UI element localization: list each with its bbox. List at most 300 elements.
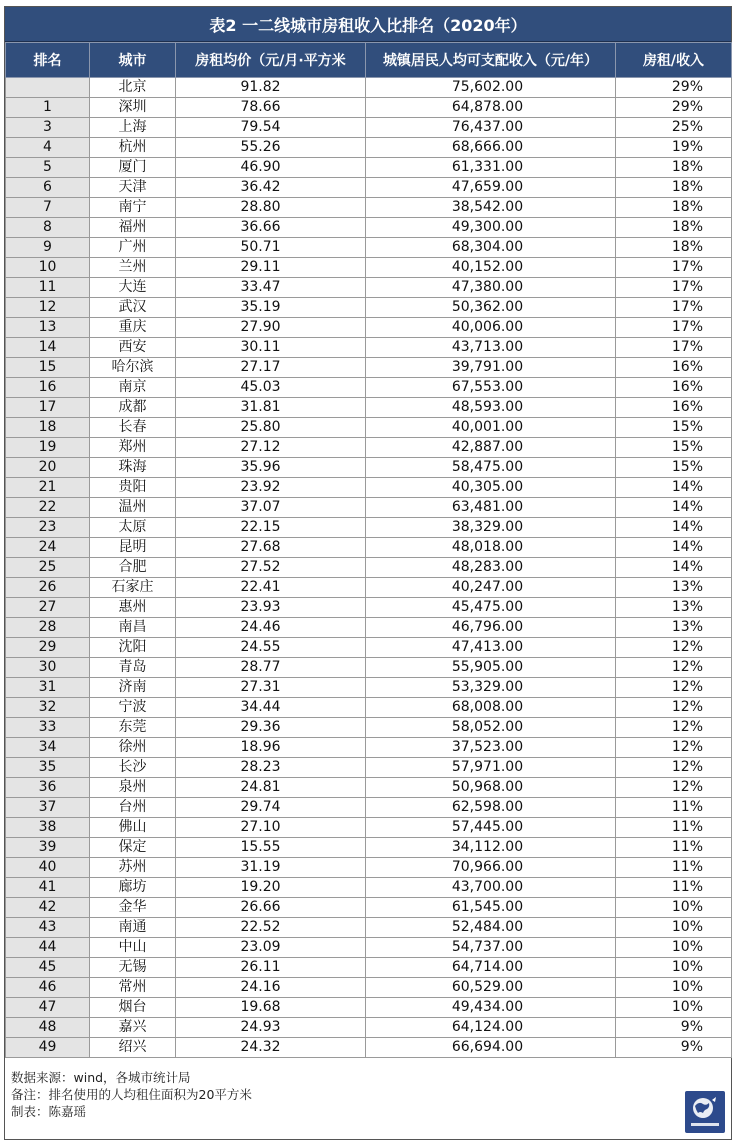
table-row	[6, 758, 732, 778]
income-cell: 50,362.00	[366, 298, 616, 318]
city-cell: 南京	[90, 378, 176, 398]
rank-cell: 36	[6, 778, 90, 798]
income-cell: 66,694.00	[366, 1038, 616, 1058]
city-cell: 沈阳	[90, 638, 176, 658]
ratio-cell: 12%	[616, 658, 732, 678]
ratio-cell: 12%	[616, 718, 732, 738]
city-cell: 泉州	[90, 778, 176, 798]
table-row	[6, 178, 732, 198]
income-cell: 39,791.00	[366, 358, 616, 378]
city-cell: 烟台	[90, 998, 176, 1018]
city-cell: 合肥	[90, 558, 176, 578]
table-row	[6, 558, 732, 578]
rent-cell: 36.42	[176, 178, 366, 198]
ratio-cell: 10%	[616, 898, 732, 918]
rank-cell: 25	[6, 558, 90, 578]
rent-cell: 45.03	[176, 378, 366, 398]
rent-cell: 31.81	[176, 398, 366, 418]
ratio-cell: 14%	[616, 558, 732, 578]
rent-cell: 23.09	[176, 938, 366, 958]
table-row	[6, 678, 732, 698]
city-cell: 广州	[90, 238, 176, 258]
table-row	[6, 258, 732, 278]
income-cell: 61,331.00	[366, 158, 616, 178]
rank-cell: 38	[6, 818, 90, 838]
rent-cell: 29.11	[176, 258, 366, 278]
table-row	[6, 298, 732, 318]
income-cell: 55,905.00	[366, 658, 616, 678]
rank-cell: 31	[6, 678, 90, 698]
income-cell: 48,018.00	[366, 538, 616, 558]
ratio-cell: 15%	[616, 438, 732, 458]
rent-cell: 27.17	[176, 358, 366, 378]
rank-cell: 9	[6, 238, 90, 258]
rank-cell: 35	[6, 758, 90, 778]
table-row	[6, 778, 732, 798]
table-row	[6, 638, 732, 658]
rent-cell: 22.41	[176, 578, 366, 598]
rent-cell: 24.93	[176, 1018, 366, 1038]
ranking-table	[5, 42, 732, 1058]
income-cell: 38,542.00	[366, 198, 616, 218]
table-row	[6, 338, 732, 358]
table-row	[6, 698, 732, 718]
rank-cell: 23	[6, 518, 90, 538]
city-cell: 台州	[90, 798, 176, 818]
table-row	[6, 358, 732, 378]
rent-cell: 27.52	[176, 558, 366, 578]
rank-cell: 8	[6, 218, 90, 238]
rank-cell: 27	[6, 598, 90, 618]
table-row	[6, 238, 732, 258]
income-cell: 67,553.00	[366, 378, 616, 398]
rank-cell: 47	[6, 998, 90, 1018]
ratio-cell: 15%	[616, 418, 732, 438]
rank-cell: 16	[6, 378, 90, 398]
city-cell: 东莞	[90, 718, 176, 738]
city-cell: 天津	[90, 178, 176, 198]
rent-cell: 33.47	[176, 278, 366, 298]
rent-cell: 24.46	[176, 618, 366, 638]
income-cell: 64,714.00	[366, 958, 616, 978]
income-cell: 70,966.00	[366, 858, 616, 878]
city-cell: 大连	[90, 278, 176, 298]
income-cell: 64,124.00	[366, 1018, 616, 1038]
table-row	[6, 498, 732, 518]
rank-cell: 40	[6, 858, 90, 878]
rent-cell: 28.77	[176, 658, 366, 678]
rank-cell: 6	[6, 178, 90, 198]
table-row	[6, 218, 732, 238]
income-cell: 49,434.00	[366, 998, 616, 1018]
city-cell: 金华	[90, 898, 176, 918]
rank-cell: 29	[6, 638, 90, 658]
income-cell: 63,481.00	[366, 498, 616, 518]
income-cell: 47,659.00	[366, 178, 616, 198]
rank-cell: 1	[6, 98, 90, 118]
city-cell: 上海	[90, 118, 176, 138]
table-row	[6, 398, 732, 418]
rank-cell: 20	[6, 458, 90, 478]
city-cell: 嘉兴	[90, 1018, 176, 1038]
header-rent: 房租均价（元/月·平方米	[176, 43, 366, 78]
ratio-cell: 12%	[616, 778, 732, 798]
rent-cell: 31.19	[176, 858, 366, 878]
rank-cell: 30	[6, 658, 90, 678]
city-cell: 南宁	[90, 198, 176, 218]
rent-cell: 19.20	[176, 878, 366, 898]
rent-cell: 23.93	[176, 598, 366, 618]
rank-cell: 46	[6, 978, 90, 998]
ratio-cell: 18%	[616, 178, 732, 198]
ratio-cell: 12%	[616, 678, 732, 698]
ratio-cell: 29%	[616, 98, 732, 118]
table-row	[6, 118, 732, 138]
ratio-cell: 29%	[616, 78, 732, 98]
table-row	[6, 138, 732, 158]
ratio-cell: 19%	[616, 138, 732, 158]
rent-cell: 26.11	[176, 958, 366, 978]
rank-cell: 42	[6, 898, 90, 918]
rent-cell: 30.11	[176, 338, 366, 358]
rent-cell: 23.92	[176, 478, 366, 498]
ratio-cell: 14%	[616, 478, 732, 498]
table-row	[6, 878, 732, 898]
rank-cell: 49	[6, 1038, 90, 1058]
city-cell: 哈尔滨	[90, 358, 176, 378]
table-row	[6, 978, 732, 998]
ratio-cell: 16%	[616, 398, 732, 418]
income-cell: 37,523.00	[366, 738, 616, 758]
ratio-cell: 11%	[616, 858, 732, 878]
city-cell: 宁波	[90, 698, 176, 718]
rank-cell: 10	[6, 258, 90, 278]
income-cell: 53,329.00	[366, 678, 616, 698]
city-cell: 西安	[90, 338, 176, 358]
rent-cell: 36.66	[176, 218, 366, 238]
table-row	[6, 618, 732, 638]
ratio-cell: 11%	[616, 798, 732, 818]
income-cell: 43,713.00	[366, 338, 616, 358]
ratio-cell: 11%	[616, 838, 732, 858]
table-row	[6, 918, 732, 938]
city-cell: 厦门	[90, 158, 176, 178]
rent-cell: 27.90	[176, 318, 366, 338]
city-cell: 徐州	[90, 738, 176, 758]
table-row	[6, 858, 732, 878]
rank-cell: 14	[6, 338, 90, 358]
table-row	[6, 418, 732, 438]
globe-logo-icon	[685, 1091, 725, 1133]
city-cell: 北京	[90, 78, 176, 98]
table-header-row	[6, 43, 732, 78]
rank-cell: 21	[6, 478, 90, 498]
table-row	[6, 818, 732, 838]
income-cell: 60,529.00	[366, 978, 616, 998]
ratio-cell: 17%	[616, 258, 732, 278]
city-cell: 无锡	[90, 958, 176, 978]
ratio-cell: 15%	[616, 458, 732, 478]
ratio-cell: 10%	[616, 918, 732, 938]
rent-cell: 24.81	[176, 778, 366, 798]
city-cell: 兰州	[90, 258, 176, 278]
rank-cell: 12	[6, 298, 90, 318]
rent-cell: 19.68	[176, 998, 366, 1018]
city-cell: 惠州	[90, 598, 176, 618]
table-row	[6, 98, 732, 118]
author-note: 制表：陈嘉瑶	[11, 1104, 87, 1119]
rank-cell: 45	[6, 958, 90, 978]
rent-cell: 24.16	[176, 978, 366, 998]
income-cell: 68,008.00	[366, 698, 616, 718]
ratio-cell: 12%	[616, 698, 732, 718]
rent-cell: 91.82	[176, 78, 366, 98]
ratio-cell: 14%	[616, 538, 732, 558]
rent-cell: 29.74	[176, 798, 366, 818]
income-cell: 42,887.00	[366, 438, 616, 458]
city-cell: 常州	[90, 978, 176, 998]
rent-cell: 28.23	[176, 758, 366, 778]
footnotes	[11, 1069, 252, 1120]
income-cell: 76,437.00	[366, 118, 616, 138]
rent-cell: 24.32	[176, 1038, 366, 1058]
rank-cell: 3	[6, 118, 90, 138]
ratio-cell: 12%	[616, 738, 732, 758]
city-cell: 苏州	[90, 858, 176, 878]
city-cell: 珠海	[90, 458, 176, 478]
ratio-cell: 25%	[616, 118, 732, 138]
income-cell: 40,006.00	[366, 318, 616, 338]
city-cell: 石家庄	[90, 578, 176, 598]
rank-cell: 15	[6, 358, 90, 378]
ratio-cell: 16%	[616, 378, 732, 398]
rent-cell: 79.54	[176, 118, 366, 138]
city-cell: 南通	[90, 918, 176, 938]
rent-cell: 15.55	[176, 838, 366, 858]
income-cell: 58,475.00	[366, 458, 616, 478]
income-cell: 46,796.00	[366, 618, 616, 638]
table-row	[6, 518, 732, 538]
table-row	[6, 278, 732, 298]
rent-cell: 34.44	[176, 698, 366, 718]
table-row	[6, 578, 732, 598]
rank-cell: 41	[6, 878, 90, 898]
rent-cell: 46.90	[176, 158, 366, 178]
rank-cell: 34	[6, 738, 90, 758]
income-cell: 68,304.00	[366, 238, 616, 258]
table-row	[6, 998, 732, 1018]
rank-cell: 22	[6, 498, 90, 518]
ratio-cell: 17%	[616, 278, 732, 298]
city-cell: 中山	[90, 938, 176, 958]
city-cell: 成都	[90, 398, 176, 418]
table-row	[6, 478, 732, 498]
income-cell: 52,484.00	[366, 918, 616, 938]
city-cell: 南昌	[90, 618, 176, 638]
ratio-cell: 9%	[616, 1018, 732, 1038]
city-cell: 福州	[90, 218, 176, 238]
rank-cell: 48	[6, 1018, 90, 1038]
table-row	[6, 718, 732, 738]
income-cell: 47,380.00	[366, 278, 616, 298]
ratio-cell: 10%	[616, 938, 732, 958]
rank-cell: 18	[6, 418, 90, 438]
ratio-cell: 17%	[616, 318, 732, 338]
income-cell: 62,598.00	[366, 798, 616, 818]
table-row	[6, 158, 732, 178]
rank-cell: 24	[6, 538, 90, 558]
ratio-cell: 12%	[616, 638, 732, 658]
income-cell: 38,329.00	[366, 518, 616, 538]
city-cell: 廊坊	[90, 878, 176, 898]
table-row	[6, 598, 732, 618]
ratio-cell: 12%	[616, 758, 732, 778]
ratio-cell: 13%	[616, 578, 732, 598]
income-cell: 75,602.00	[366, 78, 616, 98]
city-cell: 郑州	[90, 438, 176, 458]
city-cell: 太原	[90, 518, 176, 538]
ratio-cell: 18%	[616, 218, 732, 238]
rank-cell: 11	[6, 278, 90, 298]
ratio-cell: 13%	[616, 598, 732, 618]
ratio-cell: 14%	[616, 498, 732, 518]
ratio-cell: 17%	[616, 338, 732, 358]
table-row	[6, 798, 732, 818]
table-row	[6, 898, 732, 918]
city-cell: 长春	[90, 418, 176, 438]
income-cell: 54,737.00	[366, 938, 616, 958]
city-cell: 贵阳	[90, 478, 176, 498]
table-row	[6, 738, 732, 758]
income-cell: 40,001.00	[366, 418, 616, 438]
ratio-cell: 14%	[616, 518, 732, 538]
income-cell: 43,700.00	[366, 878, 616, 898]
remark-note: 备注：排名使用的人均租住面积为20平方米	[11, 1087, 252, 1102]
rent-cell: 25.80	[176, 418, 366, 438]
rent-cell: 27.10	[176, 818, 366, 838]
city-cell: 长沙	[90, 758, 176, 778]
rank-cell: 39	[6, 838, 90, 858]
rent-cell: 18.96	[176, 738, 366, 758]
rent-cell: 22.15	[176, 518, 366, 538]
table-row	[6, 938, 732, 958]
table-row	[6, 198, 732, 218]
income-cell: 40,247.00	[366, 578, 616, 598]
header-rank: 排名	[6, 43, 90, 78]
ratio-cell: 16%	[616, 358, 732, 378]
income-cell: 40,152.00	[366, 258, 616, 278]
table-row	[6, 1038, 732, 1058]
rent-cell: 37.07	[176, 498, 366, 518]
source-note: 数据来源：wind，各城市统计局	[11, 1070, 191, 1085]
rent-cell: 29.36	[176, 718, 366, 738]
income-cell: 48,283.00	[366, 558, 616, 578]
rank-cell: 44	[6, 938, 90, 958]
rent-cell: 50.71	[176, 238, 366, 258]
table-row	[6, 538, 732, 558]
table-row	[6, 958, 732, 978]
ratio-cell: 11%	[616, 878, 732, 898]
ratio-cell: 18%	[616, 158, 732, 178]
ratio-cell: 9%	[616, 1038, 732, 1058]
rank-cell: 19	[6, 438, 90, 458]
ranking-table-panel	[4, 6, 732, 1140]
rank-cell: 26	[6, 578, 90, 598]
rent-cell: 55.26	[176, 138, 366, 158]
income-cell: 58,052.00	[366, 718, 616, 738]
table-title: 表2 一二线城市房租收入比排名（2020年）	[5, 7, 731, 42]
city-cell: 杭州	[90, 138, 176, 158]
income-cell: 34,112.00	[366, 838, 616, 858]
city-cell: 昆明	[90, 538, 176, 558]
rank-cell	[6, 78, 90, 98]
rank-cell: 43	[6, 918, 90, 938]
rank-cell: 7	[6, 198, 90, 218]
rank-cell: 37	[6, 798, 90, 818]
table-row	[6, 78, 732, 98]
income-cell: 57,445.00	[366, 818, 616, 838]
rank-cell: 32	[6, 698, 90, 718]
city-cell: 保定	[90, 838, 176, 858]
rent-cell: 27.31	[176, 678, 366, 698]
table-body	[6, 78, 732, 1058]
rent-cell: 35.96	[176, 458, 366, 478]
ratio-cell: 11%	[616, 818, 732, 838]
table-row	[6, 838, 732, 858]
rank-cell: 4	[6, 138, 90, 158]
income-cell: 50,968.00	[366, 778, 616, 798]
city-cell: 温州	[90, 498, 176, 518]
header-ratio: 房租/收入	[616, 43, 732, 78]
ratio-cell: 10%	[616, 978, 732, 998]
city-cell: 武汉	[90, 298, 176, 318]
rent-cell: 24.55	[176, 638, 366, 658]
city-cell: 济南	[90, 678, 176, 698]
header-income: 城镇居民人均可支配收入（元/年）	[366, 43, 616, 78]
income-cell: 49,300.00	[366, 218, 616, 238]
table-row	[6, 378, 732, 398]
rent-cell: 26.66	[176, 898, 366, 918]
ratio-cell: 13%	[616, 618, 732, 638]
city-cell: 深圳	[90, 98, 176, 118]
rank-cell: 17	[6, 398, 90, 418]
rank-cell: 33	[6, 718, 90, 738]
city-cell: 青岛	[90, 658, 176, 678]
rank-cell: 13	[6, 318, 90, 338]
income-cell: 64,878.00	[366, 98, 616, 118]
rent-cell: 27.68	[176, 538, 366, 558]
income-cell: 47,413.00	[366, 638, 616, 658]
income-cell: 40,305.00	[366, 478, 616, 498]
income-cell: 57,971.00	[366, 758, 616, 778]
city-cell: 佛山	[90, 818, 176, 838]
ratio-cell: 18%	[616, 198, 732, 218]
rent-cell: 35.19	[176, 298, 366, 318]
income-cell: 45,475.00	[366, 598, 616, 618]
rent-cell: 28.80	[176, 198, 366, 218]
income-cell: 48,593.00	[366, 398, 616, 418]
income-cell: 61,545.00	[366, 898, 616, 918]
rank-cell: 28	[6, 618, 90, 638]
city-cell: 重庆	[90, 318, 176, 338]
header-city: 城市	[90, 43, 176, 78]
table-row	[6, 658, 732, 678]
ratio-cell: 17%	[616, 298, 732, 318]
rank-cell: 5	[6, 158, 90, 178]
ratio-cell: 18%	[616, 238, 732, 258]
table-row	[6, 458, 732, 478]
table-row	[6, 438, 732, 458]
